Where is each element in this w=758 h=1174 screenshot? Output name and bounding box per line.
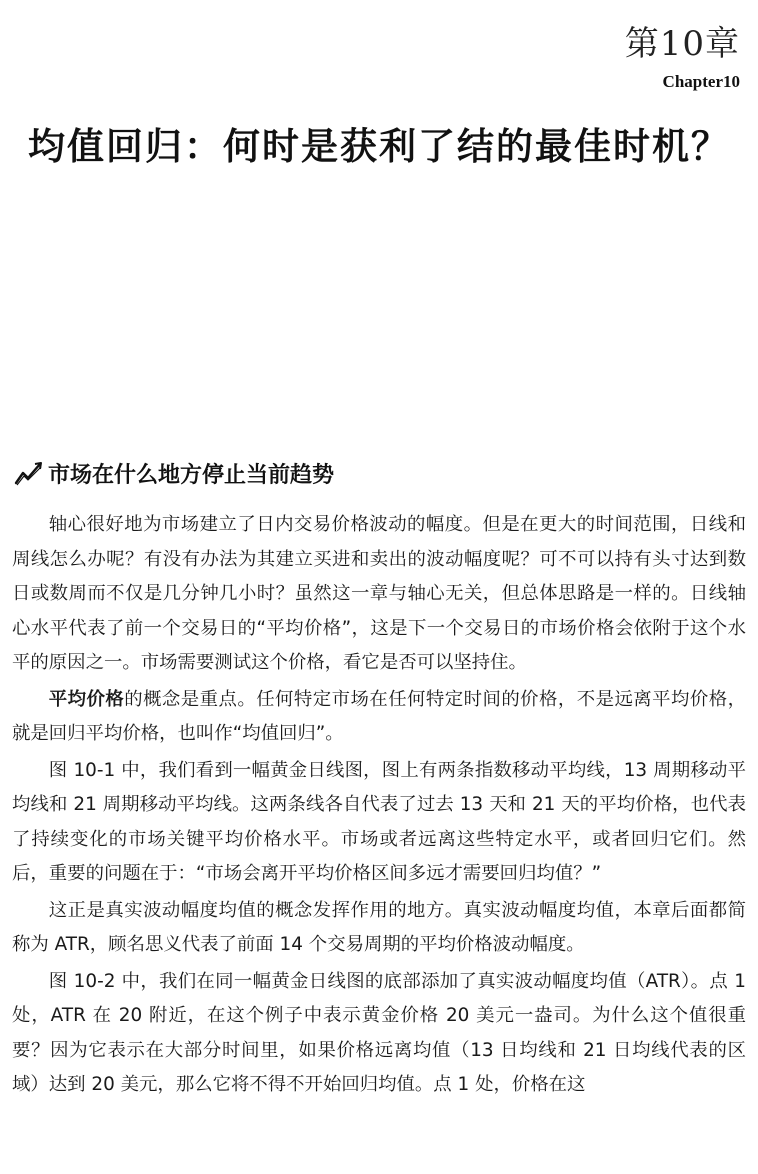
chapter-title: 均值回归：何时是获利了结的最佳时机？ xyxy=(28,125,730,168)
paragraph-1: 轴心很好地为市场建立了日内交易价格波动的幅度。但是在更大的时间范围，日线和周线怎么办呢？有没有办法为其建立买进和卖出的波动幅度呢？可不可以持有头寸达到数日或数周而不仅是几分钟几小时？虽然这一章与轴心无关，但总体思路是一样的。日线轴心水平代表了前一个交易日的“平均价格”，这是下一个交易日的市场价格会依附于这个水平的原因之一。市场需要测试这个价格，看它是否可以坚持住。 xyxy=(12,514,746,673)
section-heading xyxy=(14,458,334,489)
chapter-english-label: Chapter10 xyxy=(662,72,740,91)
section-heading-text: 市场在什么地方停止当前趋势 xyxy=(48,463,335,488)
paragraph-4: 这正是真实波动幅度均值的概念发挥作用的地方。真实波动幅度均值，本章后面都简称为 ATR，顾名思义代表了前面 14 个交易周期的平均价格波动幅度。 xyxy=(12,899,746,955)
body-text xyxy=(12,508,746,1105)
bold-term: 平均价格 xyxy=(48,688,125,710)
paragraph-2-text: 的概念是重点。任何特定市场在任何特定时间的价格，不是远离平均价格，就是回归平均价格，也叫作“均值回归”。 xyxy=(12,688,746,744)
paragraph-5: 图 10-2 中，我们在同一幅黄金日线图的底部添加了真实波动幅度均值（ATR）。点 1 处，ATR 在 20 附近，在这个例子中表示黄金价格 20 美元一盎司。为什么这个值很重要？因为它表示在大部分时间里，如果价格远离均值（13 日均线和 21 日均线代表的区域）达到 20 美元，那么它将不得不开始回归均值。点 1 处，价格在这 xyxy=(12,970,746,1095)
chapter-number: 第10章 xyxy=(624,24,740,64)
paragraph-3: 图 10-1 中，我们看到一幅黄金日线图，图上有两条指数移动平均线，13 周期移动平均线和 21 周期移动平均线。这两条线各自代表了过去 13 天和 21 天的平均价格，也代表了持续变化的市场关键平均价格水平。市场或者远离这些特定水平，或者回归它们。然后，重要的问题在于：“市场会离开平均价格区间多远才需要回归均值？” xyxy=(12,759,746,884)
paragraph-2 xyxy=(12,683,746,752)
trend-line-icon xyxy=(14,461,44,487)
